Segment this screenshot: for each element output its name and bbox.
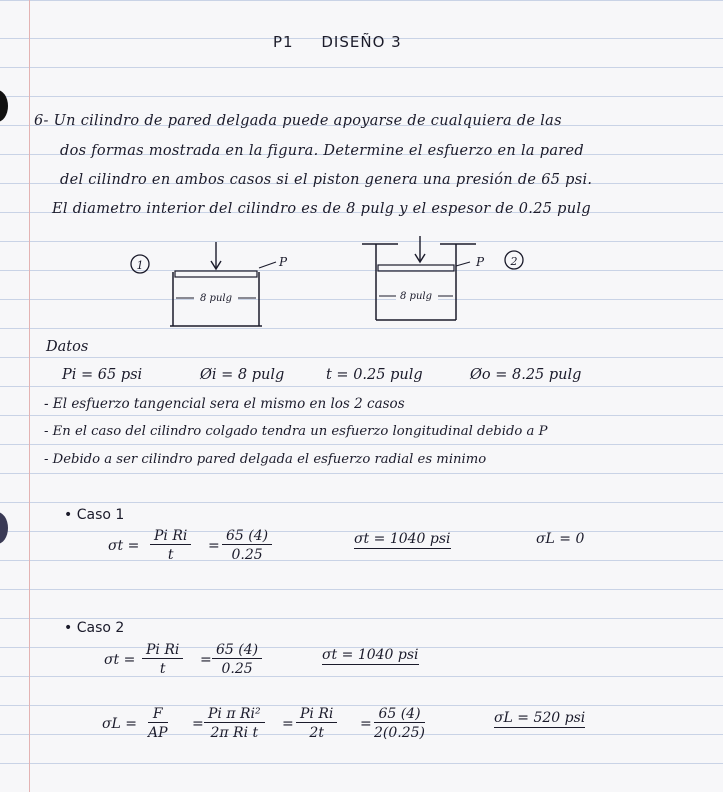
fraction-numerator: Pi Ri <box>150 528 191 545</box>
fraction-numerator: 65 (4) <box>222 528 272 545</box>
datum-t: t = 0.25 pulg <box>326 367 423 383</box>
fraction-denominator: 0.25 <box>221 661 253 677</box>
piston <box>175 271 257 277</box>
fraction-numerator: Pi Ri <box>142 642 183 659</box>
fraction-denominator: t <box>167 547 174 563</box>
result-text: σt = 1040 psi <box>354 531 451 547</box>
datum-pi: Pi = 65 psi <box>62 367 143 383</box>
fraction-denominator: 2(0.25) <box>374 725 426 741</box>
problem-line: dos formas mostrada en la figura. Determine el esfuerzo en la pared <box>60 143 584 159</box>
cylinder-case-2 <box>362 236 523 320</box>
datos-title: Datos <box>46 339 89 355</box>
cylinder-case-1 <box>131 242 288 326</box>
fraction-numerator: 65 (4) <box>212 642 262 659</box>
caso2-lhs: σt = <box>104 652 136 668</box>
caso2-fraction <box>212 642 262 677</box>
fraction-numerator: Pi π Ri² <box>204 706 265 723</box>
caso2-fraction <box>142 642 183 677</box>
note-line: - El esfuerzo tangencial sera el mismo en los 2 casos <box>44 396 405 412</box>
p-label: P <box>476 255 485 269</box>
piston <box>378 265 454 271</box>
page-header <box>273 33 424 51</box>
fraction-denominator: 0.25 <box>231 547 263 563</box>
problem-line: 6- Un cilindro de pared delgada puede apoyarse de cualquiera de las <box>34 113 562 129</box>
caso2-fraction <box>148 706 168 741</box>
fraction-numerator: 65 (4) <box>374 706 425 723</box>
dim-label: 8 pulg <box>200 293 232 304</box>
caso2-sl-result <box>494 710 585 726</box>
result-text: σL = 520 psi <box>494 710 586 726</box>
caso2-fraction <box>204 706 265 741</box>
equals-sign: = <box>360 716 372 732</box>
caso2-fraction <box>374 706 425 741</box>
equals-sign: = <box>282 716 294 732</box>
note-line: - En el caso del cilindro colgado tendra un esfuerzo longitudinal debido a P <box>44 424 548 439</box>
fraction-numerator: F <box>148 706 168 723</box>
binder-hole <box>0 90 8 122</box>
fraction-denominator: t <box>159 661 166 677</box>
caso1-lhs: σt = <box>108 538 140 554</box>
note-line: - Debido a ser cilindro pared delgada el esfuerzo radial es minimo <box>44 452 487 467</box>
fraction-denominator: 2t <box>309 725 324 741</box>
header-code: P1 <box>273 33 294 51</box>
fraction-numerator: Pi Ri <box>296 706 337 723</box>
caso1-fraction <box>150 528 191 563</box>
p-label: P <box>279 255 288 269</box>
caso1-title: • Caso 1 <box>64 507 125 523</box>
margin-line <box>29 0 30 792</box>
case2-number: 2 <box>510 255 518 268</box>
caso2-sl-lhs: σL = <box>102 716 138 732</box>
caso2-title: • Caso 2 <box>64 620 125 636</box>
fraction-denominator: 2π Ri t <box>210 725 259 741</box>
problem-line: El diametro interior del cilindro es de 8 pulg y el espesor de 0.25 pulg <box>52 201 591 217</box>
caso2-fraction <box>296 706 337 741</box>
caso2-result <box>322 647 419 663</box>
caso1-fraction <box>222 528 272 563</box>
dim-label: 8 pulg <box>400 291 432 302</box>
equals-sign: = <box>192 716 204 732</box>
equals-sign: = <box>208 538 220 554</box>
cylinders-figure <box>0 228 723 338</box>
binder-hole <box>0 512 8 544</box>
header-title: DISEÑO 3 <box>321 33 402 51</box>
datum-do: Øo = 8.25 pulg <box>470 367 582 383</box>
datum-di: Øi = 8 pulg <box>200 367 285 383</box>
caso1-sl: σL = 0 <box>536 531 585 547</box>
equals-sign: = <box>200 652 212 668</box>
problem-line: del cilindro en ambos casos si el piston genera una presión de 65 psi. <box>60 172 593 188</box>
fraction-denominator: AP <box>148 725 168 741</box>
result-text: σt = 1040 psi <box>322 647 419 663</box>
caso1-result <box>354 531 451 547</box>
case1-number: 1 <box>136 259 144 272</box>
